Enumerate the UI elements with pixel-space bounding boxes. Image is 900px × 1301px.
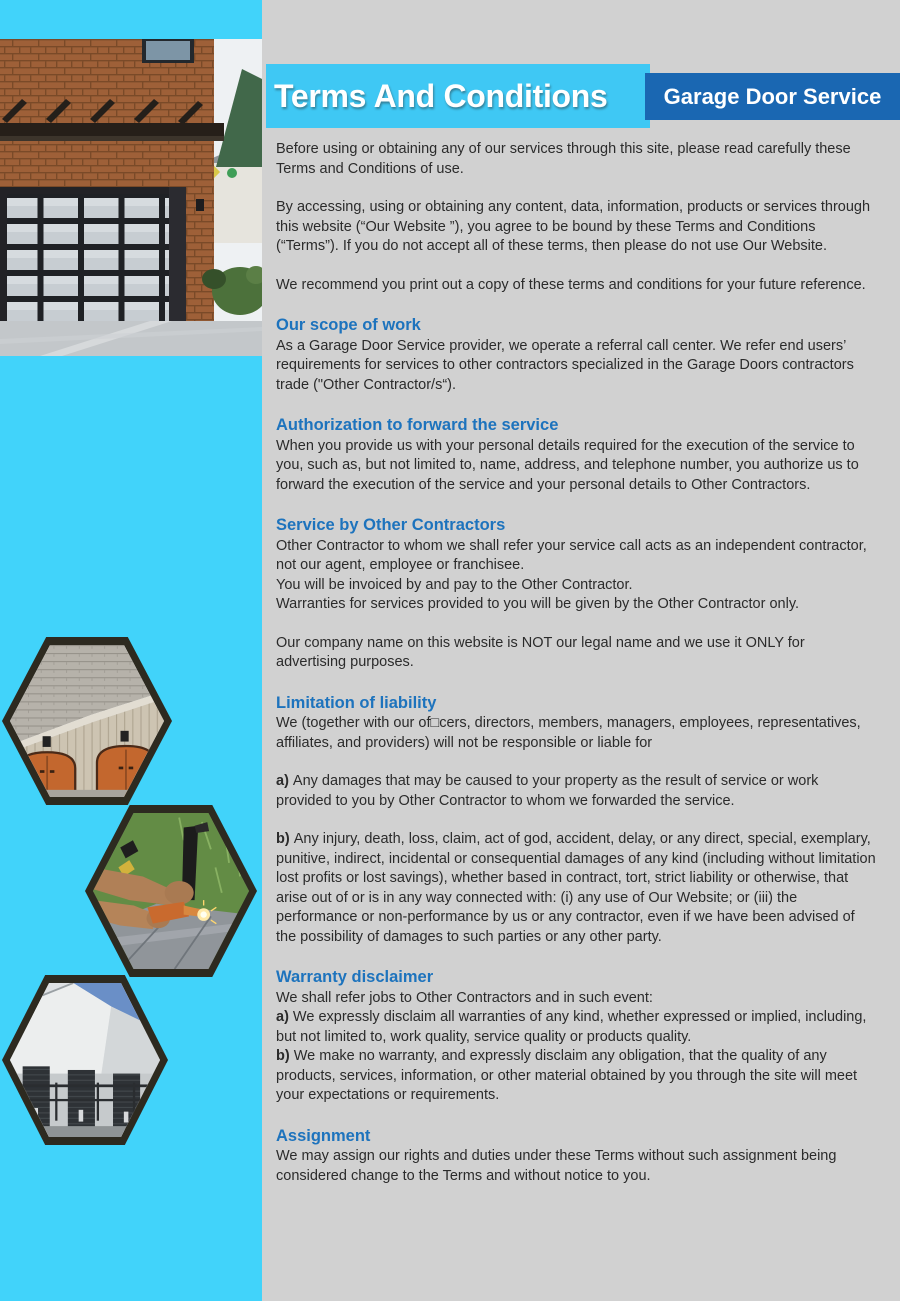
section-heading: Service by Other Contractors [276,516,506,534]
garage-photo-illustration [0,39,262,356]
section-scope [276,316,876,395]
garage-photo [0,39,262,356]
section-authorization [276,416,876,495]
section-assignment [276,1127,876,1187]
hex-photo-welding-image [93,813,249,969]
hex-photo-loading-dock-image [10,983,160,1137]
intro-paragraph: Before using or obtaining any of our services through this site, please read carefully these Terms and Conditions of use. [276,141,851,177]
section-paragraph: b) We make no warranty, and expressly disclaim any obligation, that the quality of any products, services, information, or other material obtained by you through the site will meet your expectations or requirements. [276,1048,858,1103]
hex-photo-welding [85,805,257,977]
section-heading: Warranty disclaimer [276,968,434,986]
content [262,0,900,1301]
section-heading: Limitation of liability [276,693,437,712]
terms-body [262,0,900,1186]
section-warranty-disclaimer [276,968,876,1106]
section-paragraph: We (together with our of□cers, directors, members, managers, employees, representatives, affiliates, and providers) will not be responsible or liable for [276,715,861,751]
brand-banner [645,73,900,120]
brand-title: Garage Door Service [663,83,882,109]
section-heading: Assignment [276,1126,371,1145]
hex-photo-orange-doors [2,637,172,805]
sections-container [276,316,876,1186]
section-paragraph: As a Garage Door Service provider, we operate a referral call center. We refer end users’ requirements for services to other contractors specialized in the Garage Doors contractors trade ("Other Contractor/s“). [276,337,854,393]
intro-paragraph: By accessing, using or obtaining any content, data, information, products or services through this website (“Our Website ”), you agree to be bound by these Terms and Conditions (“Terms”). If you do not accept all of these terms, then please do not use Our Website. [276,199,871,254]
hex-photo-orange-doors-image [10,645,164,797]
sidebar [0,0,262,1301]
section-paragraph: Our company name on this website is NOT our legal name and we use it ONLY for advertising purposes. [276,634,805,670]
list-marker: b) [276,831,294,847]
intro-paragraph: We recommend you print out a copy of these terms and conditions for your future reference. [276,276,866,293]
list-marker: a) [276,1009,293,1025]
list-marker: a) [276,773,293,789]
section-paragraph: When you provide us with your personal details required for the execution of the service to you, such as, but not limited to, name, address, and telephone number, you authorize us to forward the execution of the service and your personal details to Other Contractors. [276,437,859,493]
section-paragraph: Warranties for services provided to you will be given by the Other Contractor only. [276,596,800,612]
section-service-by-other-contractors [276,516,876,673]
section-heading: Our scope of work [276,316,421,334]
page-title: Terms And Conditions [274,77,608,114]
section-limitation-of-liability [276,694,876,948]
section-paragraph: You will be invoiced by and pay to the Other Contractor. [276,576,633,593]
section-paragraph: We shall refer jobs to Other Contractors and in such event: [276,989,653,1006]
section-paragraph: We may assign our rights and duties under these Terms without such assignment being considered change to the Terms and without notice to you. [276,1148,837,1184]
section-paragraph: b) Any injury, death, loss, claim, act of god, accident, delay, or any direct, special, exemplary, punitive, indirect, incidental or consequential damages of any kind (including without limitation lost profits or lost savings), whether based in contract, tort, strict liability or otherwise, that arise out of or is in any way connected with: (i) any use of Our Website; or (iii) the performance or non-performance by us or any contractor, even if we have been advised of the possibility of damages to such parties or any other party. [276,831,876,945]
section-heading: Authorization to forward the service [276,416,559,434]
section-paragraph: a) We expressly disclaim all warranties of any kind, whether expressed or implied, including, but not limited to, work quality, service quality or products quality. [276,1009,867,1045]
hex-photo-loading-dock [2,975,168,1145]
list-marker: b) [276,1048,294,1064]
section-paragraph: a) Any damages that may be caused to your property as the result of service or work provided to you by Other Contractor to whom we forwarded the service. [276,773,819,809]
terms-banner [266,64,650,128]
section-paragraph: Other Contractor to whom we shall refer your service call acts as an independent contractor, not our agent, employee or franchisee. [276,537,867,573]
